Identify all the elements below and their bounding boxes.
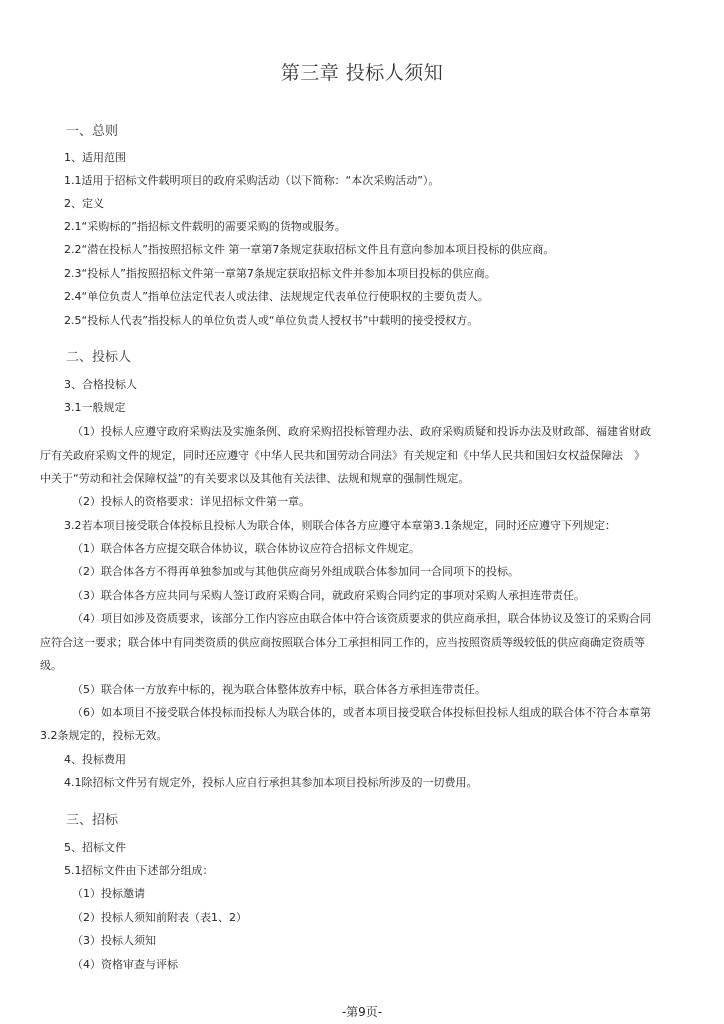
paragraph: 3.1一般规定 — [64, 401, 126, 414]
page-number: -第9页- — [341, 1005, 383, 1019]
paragraph: 2.5“投标人代表”指投标人的单位负责人或“单位负责人授权书”中载明的接受授权方。 — [64, 314, 479, 327]
paragraph: （6）如本项目不接受联合体投标而投标人为联合体的，或者本项目接受联合体投标但投标人组成的联合体不符合本章第 — [72, 706, 651, 719]
paragraph: （2）投标人的资格要求：详见招标文件第一章。 — [72, 495, 310, 508]
paragraph: （4）项目如涉及资质要求，该部分工作内容应由联合体中符合该资质要求的供应商承担，联合体协议及签订的采购合同 — [72, 612, 651, 625]
paragraph: 3、合格投标人 — [64, 378, 137, 391]
paragraph: 应符合这一要求；联合体中有同类资质的供应商按照联合体分工承担相同工作的，应当按照资质等级较低的供应商确定资质等 — [40, 636, 645, 649]
paragraph: （3）联合体各方应共同与采购人签订政府采购合同，就政府采购合同约定的事项对采购人承担连带责任。 — [72, 589, 585, 602]
paragraph: （1）投标人应遵守政府采购法及实施条例、政府采购招投标管理办法、政府采购质疑和投诉办法及财政部、福建省财政 — [72, 425, 651, 438]
paragraph: 中关于“劳动和社会保障权益”的有关要求以及其他有关法律、法规和规章的强制性规定。 — [40, 472, 470, 485]
section-heading-tender: 三、招标 — [66, 813, 119, 828]
paragraph: 2.2“潜在投标人”指按照招标文件 第一章第7条规定获取招标文件且有意向参加本项目投标的供应商。 — [64, 243, 555, 256]
paragraph: 3.2条规定的，投标无效。 — [40, 729, 168, 742]
paragraph: （5）联合体一方放弃中标的，视为联合体整体放弃中标，联合体各方承担连带责任。 — [72, 683, 486, 696]
section-heading-bidder: 二、投标人 — [66, 350, 132, 365]
paragraph: 4、投标费用 — [64, 753, 126, 766]
paragraph: （2）联合体各方不得再单独参加或与其他供应商另外组成联合体参加同一合同项下的投标。 — [72, 565, 519, 578]
paragraph: （1）联合体各方应提交联合体协议，联合体协议应符合招标文件规定。 — [72, 542, 420, 555]
paragraph: 5.1招标文件由下述部分组成： — [64, 864, 214, 877]
paragraph: 2、定义 — [64, 197, 104, 210]
paragraph: （1）投标邀请 — [72, 887, 145, 900]
paragraph: 厅有关政府采购文件的规定，同时还应遵守《中华人民共和国劳动合同法》有关规定和《中华人民共和国妇女权益保障法 》 — [40, 449, 645, 462]
paragraph: 4.1除招标文件另有规定外，投标人应自行承担其参加本项目投标所涉及的一切费用。 — [64, 776, 478, 789]
paragraph: 2.1“采购标的”指招标文件载明的需要采购的货物或服务。 — [64, 220, 346, 233]
paragraph: 1、适用范围 — [64, 151, 126, 164]
paragraph: 3.2若本项目接受联合体投标且投标人为联合体，则联合体各方应遵守本章第3.1条规定，同时还应遵守下列规定： — [64, 519, 616, 532]
paragraph: 5、招标文件 — [64, 841, 126, 854]
paragraph: （3）投标人须知 — [72, 934, 156, 947]
chapter-title: 第三章 投标人须知 — [280, 62, 444, 84]
paragraph: （2）投标人须知前附表（表1、2） — [72, 911, 247, 924]
paragraph: 2.4“单位负责人”指单位法定代表人或法律、法规规定代表单位行使职权的主要负责人。 — [64, 290, 489, 303]
paragraph: 级。 — [40, 659, 62, 672]
paragraph: 1.1适用于招标文件载明项目的政府采购活动（以下简称：“本次采购活动”）。 — [64, 174, 440, 187]
paragraph: （4）资格审查与评标 — [72, 958, 178, 971]
section-heading-general: 一、总则 — [66, 124, 119, 139]
paragraph: 2.3“投标人”指按照招标文件第一章第7条规定获取招标文件并参加本项目投标的供应商。 — [64, 267, 496, 280]
